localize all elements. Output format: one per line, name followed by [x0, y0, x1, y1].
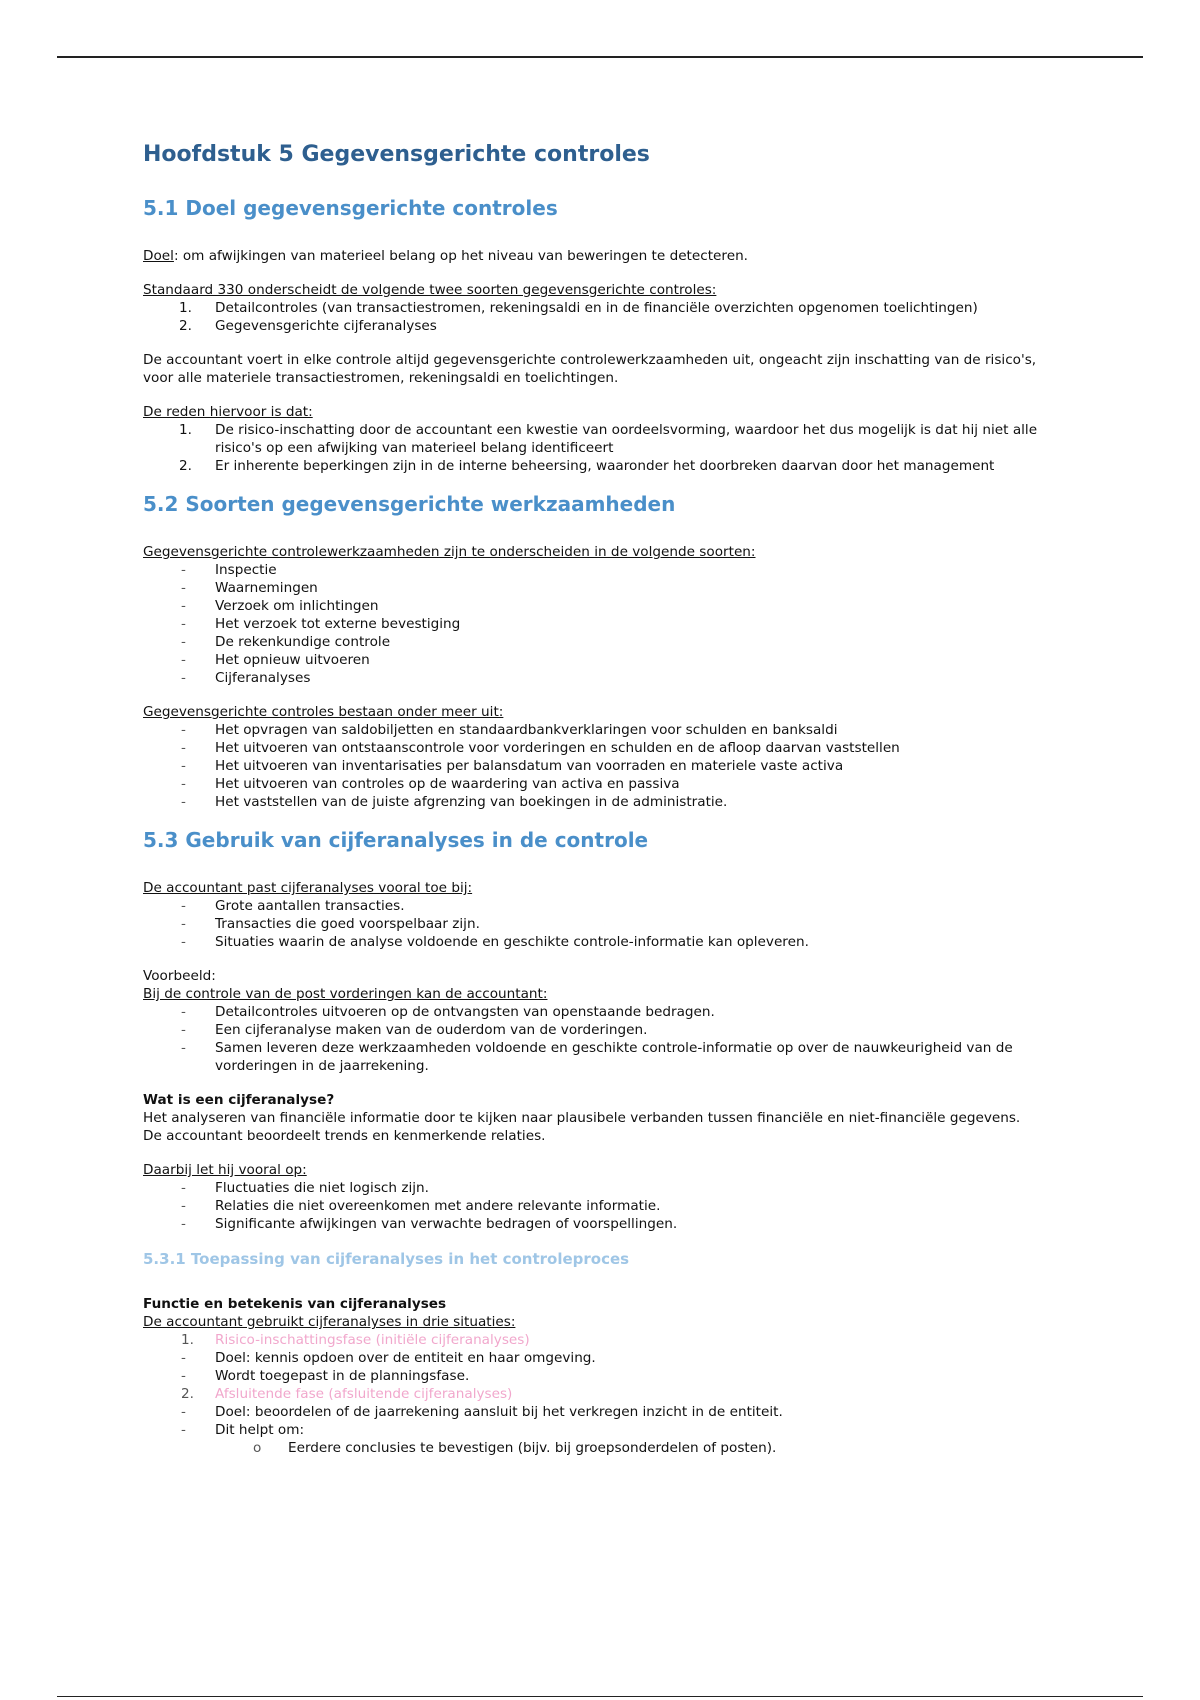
- top-rule: [57, 56, 1143, 58]
- list-item: - Het uitvoeren van controles op de waardering van activa en passiva: [181, 776, 680, 792]
- heading-5-2: 5.2 Soorten gegevensgerichte werkzaamheden: [143, 492, 676, 516]
- soorten-intro: Gegevensgerichte controlewerkzaamheden zijn te onderscheiden in de volgende soorten:: [143, 544, 756, 560]
- bestaan-list: [143, 721, 1055, 811]
- list-item: - Significante afwijkingen van verwachte bedragen of voorspellingen.: [181, 1216, 678, 1232]
- list-item: - Situaties waarin de analyse voldoende en geschikte controle-informatie kan opleveren.: [181, 934, 809, 950]
- doel-label: Doel: [143, 248, 174, 264]
- wat-line-2: De accountant beoordeelt trends en kenmerkende relaties.: [143, 1128, 546, 1144]
- list-item: - Het uitvoeren van inventarisaties per balansdatum van voorraden en materiele vaste activa: [181, 758, 844, 774]
- standaard-intro: Standaard 330 onderscheidt de volgende twee soorten gegevensgerichte controles:: [143, 282, 717, 298]
- daarbij-intro: Daarbij let hij vooral op:: [143, 1162, 307, 1178]
- doel-text: : om afwijkingen van materieel belang op het niveau van beweringen te detecteren.: [173, 248, 749, 264]
- list-item: - Fluctuaties die niet logisch zijn.: [181, 1180, 429, 1196]
- list-item: - Grote aantallen transacties.: [181, 898, 405, 914]
- soorten-list: [143, 561, 1055, 687]
- document-body: [143, 135, 1055, 1457]
- list-item: o Eerdere conclusies te bevestigen (bijv. bij groepsonderdelen of posten).: [253, 1440, 777, 1456]
- list-item: - Detailcontroles uitvoeren op de ontvangsten van openstaande bedragen.: [181, 1004, 715, 1020]
- heading-5-3: 5.3 Gebruik van cijferanalyses in de controle: [143, 828, 649, 852]
- list-item: 2. Er inherente beperkingen zijn in de interne beheersing, waaronder het doorbreken daarvan door het management: [179, 458, 995, 474]
- list-item: - Verzoek om inlichtingen: [181, 598, 379, 614]
- fasen-list: [143, 1331, 1055, 1457]
- list-item: - Het opvragen van saldobiljetten en standaardbankverklaringen voor schulden en banksaldi: [181, 722, 838, 738]
- past-list: [143, 897, 1055, 951]
- voorbeeld-label: Voorbeeld:: [143, 968, 216, 984]
- drie-intro: De accountant gebruikt cijferanalyses in drie situaties:: [143, 1314, 516, 1330]
- list-item: 2. Gegevensgerichte cijferanalyses: [179, 318, 437, 334]
- accountant-paragraph: De accountant voert in elke controle altijd gegevensgerichte controlewerkzaamheden uit, ongeacht zijn inschatting van de risico's, voor alle materiele transactiestromen, rekeningsaldi en toelichtingen.: [143, 352, 1037, 386]
- list-item: - Relaties die niet overeenkomen met andere relevante informatie.: [181, 1198, 661, 1214]
- heading-5-3-1: 5.3.1 Toepassing van cijferanalyses in het controleproces: [143, 1250, 630, 1268]
- list-item: - Het uitvoeren van ontstaanscontrole voor vorderingen en schulden en de afloop daarvan vaststellen: [181, 740, 900, 756]
- functie-heading: Functie en betekenis van cijferanalyses: [143, 1296, 447, 1312]
- voorbeeld-list: [143, 1003, 1055, 1075]
- bottom-rule: [57, 1696, 1143, 1697]
- daarbij-list: [143, 1179, 1055, 1233]
- list-item: 1. De risico-inschatting door de accountant een kwestie van oordeelsvorming, waardoor het dus mogelijk is dat hij niet alle risico's op een afwijking van materieel belang identificeert: [179, 422, 1038, 456]
- list-item: - Het opnieuw uitvoeren: [181, 652, 370, 668]
- reden-intro: De reden hiervoor is dat:: [143, 404, 313, 420]
- list-item: - Transacties die goed voorspelbaar zijn.: [181, 916, 480, 932]
- list-item: - Inspectie: [181, 562, 277, 578]
- list-item: - De rekenkundige controle: [181, 634, 391, 650]
- chapter-title: Hoofdstuk 5 Gegevensgerichte controles: [143, 142, 650, 167]
- standaard-list: [143, 299, 1055, 335]
- list-item: 1. Risico-inschattingsfase (initiële cijferanalyses): [181, 1332, 530, 1348]
- reden-list: [143, 421, 1055, 475]
- doel-paragraph: [143, 247, 1055, 265]
- voorbeeld-intro: Bij de controle van de post vorderingen kan de accountant:: [143, 986, 548, 1002]
- wat-heading: Wat is een cijferanalyse?: [143, 1092, 335, 1108]
- list-item: - Het vaststellen van de juiste afgrenzing van boekingen in de administratie.: [181, 794, 728, 810]
- list-item: 1. Detailcontroles (van transactiestromen, rekeningsaldi en in de financiële overzichten opgenomen toelichtingen): [179, 300, 978, 316]
- list-item: - Doel: beoordelen of de jaarrekening aansluit bij het verkregen inzicht in de entiteit.: [181, 1404, 783, 1420]
- list-item: - Doel: kennis opdoen over de entiteit en haar omgeving.: [181, 1350, 596, 1366]
- list-item: 2. Afsluitende fase (afsluitende cijferanalyses): [181, 1386, 513, 1402]
- list-item: - Samen leveren deze werkzaamheden voldoende en geschikte controle-informatie op over de nauwkeurigheid van de vorderingen in de jaarrekening.: [181, 1040, 1013, 1074]
- list-item: - Dit helpt om:: [181, 1422, 305, 1438]
- heading-5-1: 5.1 Doel gegevensgerichte controles: [143, 196, 558, 220]
- list-item: - Een cijferanalyse maken van de ouderdom van de vorderingen.: [181, 1022, 648, 1038]
- wat-line-1: Het analyseren van financiële informatie door te kijken naar plausibele verbanden tussen financiële en niet-financiële gegevens.: [143, 1110, 1021, 1126]
- list-item: - Wordt toegepast in de planningsfase.: [181, 1368, 470, 1384]
- list-item: - Cijferanalyses: [181, 670, 311, 686]
- bestaan-intro: Gegevensgerichte controles bestaan onder meer uit:: [143, 704, 504, 720]
- past-intro: De accountant past cijferanalyses vooral toe bij:: [143, 880, 473, 896]
- list-item: - Het verzoek tot externe bevestiging: [181, 616, 461, 632]
- list-item: - Waarnemingen: [181, 580, 318, 596]
